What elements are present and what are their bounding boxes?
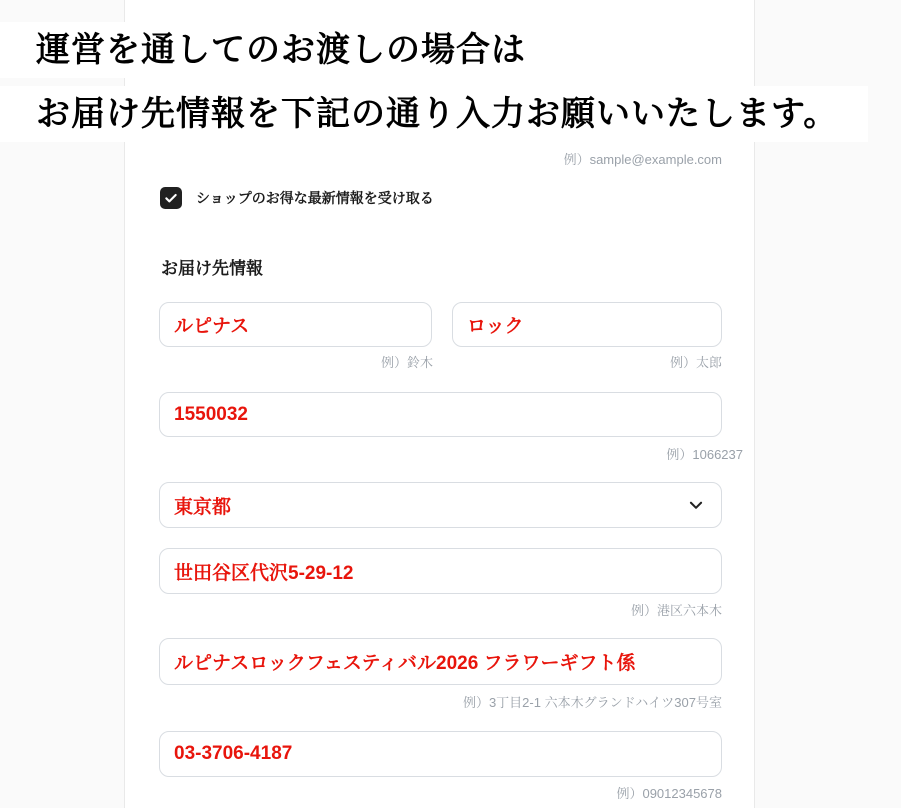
first-name-input[interactable] (452, 302, 722, 347)
postal-code-hint: 例）1066237 (666, 447, 743, 462)
newsletter-checkbox-row[interactable] (160, 187, 434, 209)
phone-hint: 例）09012345678 (616, 786, 722, 801)
section-title: お届け先情報 (161, 259, 263, 278)
first-name-hint: 例）太郎 (669, 355, 722, 370)
annotation-heading-line1: 運営を通してのお渡しの場合は (0, 22, 556, 78)
annotation-heading-line2: お届け先情報を下記の通り入力お願いいたします。 (0, 86, 868, 142)
postal-code-input[interactable] (159, 392, 722, 437)
address-city-input[interactable] (159, 548, 722, 594)
address-building-hint: 例）3丁目2-1 六本木グランドハイツ307号室 (462, 695, 722, 710)
prefecture-select[interactable] (159, 482, 722, 528)
phone-input[interactable] (159, 731, 722, 777)
annotation-heading (0, 22, 868, 150)
newsletter-checkbox[interactable] (160, 187, 182, 209)
last-name-hint: 例）鈴木 (380, 355, 433, 370)
check-icon (163, 190, 179, 206)
prefecture-value: 東京都 (174, 496, 232, 518)
address-city-hint: 例）港区六本木 (630, 603, 722, 618)
email-hint: 例）sample@example.com (563, 152, 722, 167)
newsletter-label: ショップのお得な最新情報を受け取る (196, 190, 434, 206)
address-building-input[interactable] (159, 638, 722, 685)
last-name-input[interactable] (159, 302, 432, 347)
chevron-down-icon (687, 496, 705, 514)
